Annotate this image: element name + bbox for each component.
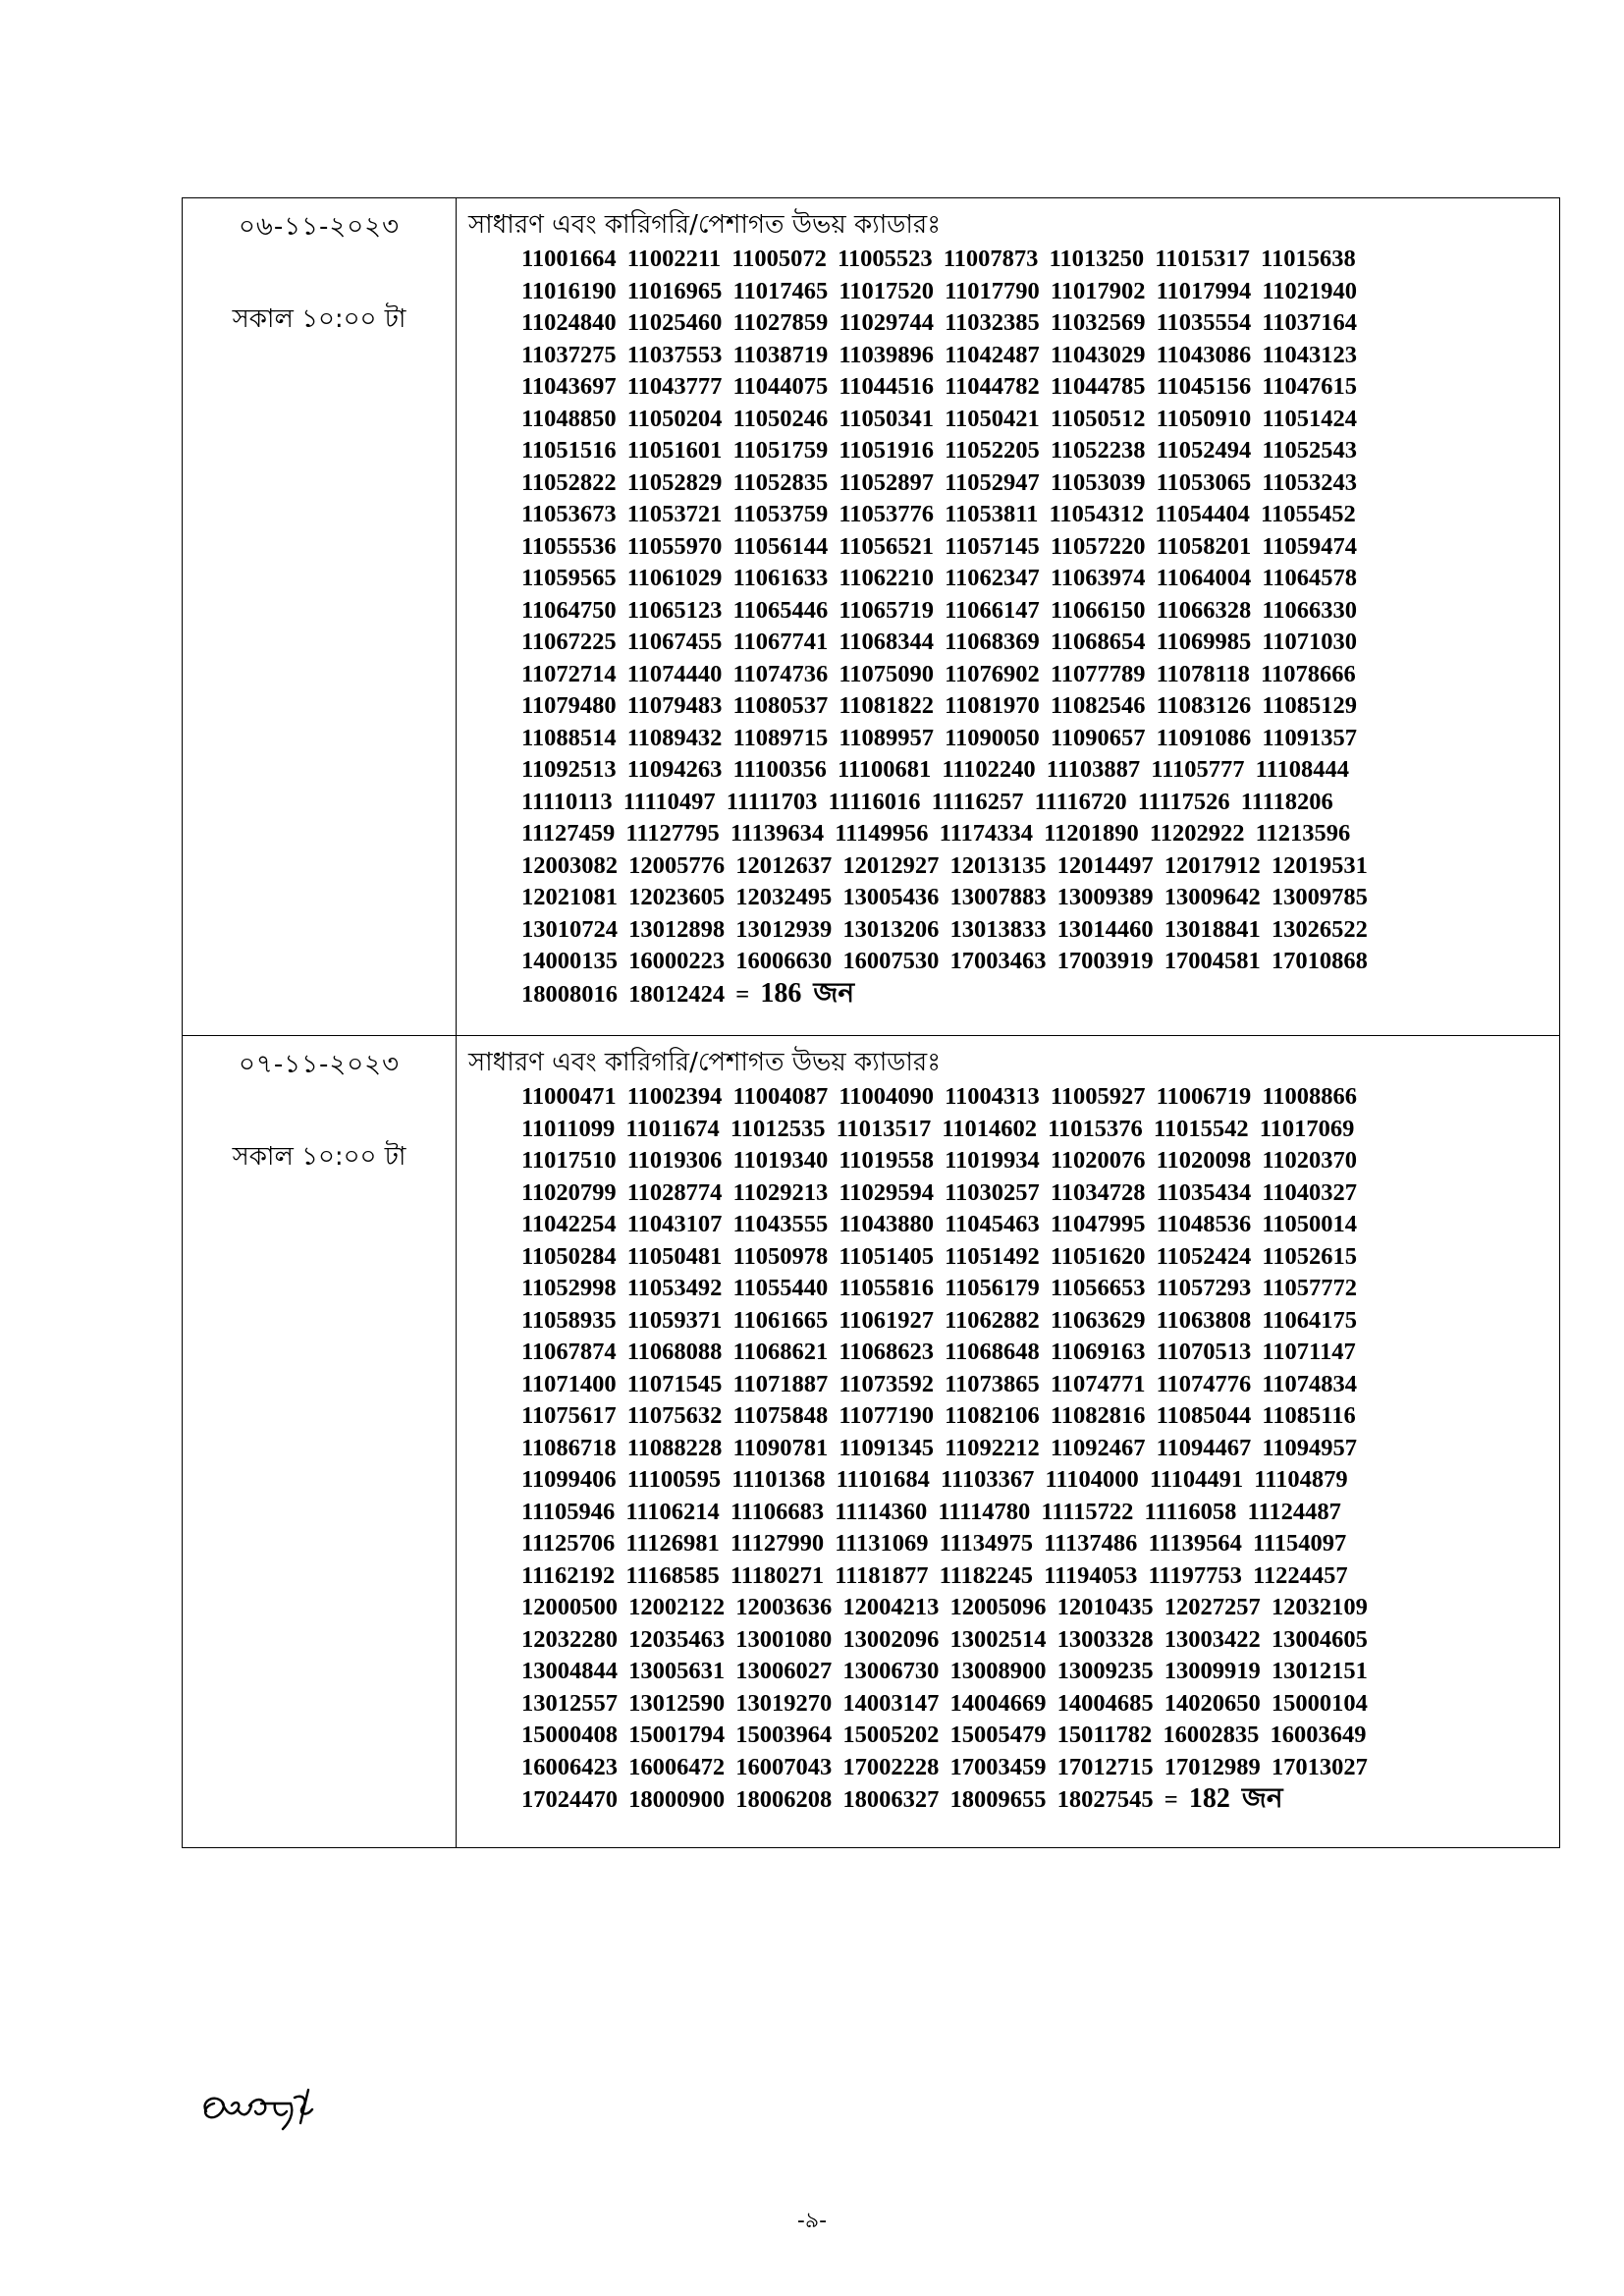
exam-time: সকাল ১০:০০ টা [232, 1142, 406, 1172]
roll-row: 11052822 11052829 11052835 11052897 11052947 11053039 11053065 11053243 [521, 468, 1358, 496]
roll-row: 11024840 11025460 11027859 11029744 11032385 11032569 11035554 11037164 [521, 309, 1358, 336]
roll-row: 13004844 13005631 13006027 13006730 13008900 13009235 13009919 13012151 [521, 1658, 1368, 1684]
roll-row: 11011099 11011674 11012535 11013517 11014602 11015376 11015542 11017069 [521, 1115, 1355, 1142]
roll-row: 11001664 11002211 11005072 11005523 11007873 11013250 11015317 11015638 [521, 246, 1356, 272]
exam-schedule-table [182, 197, 1560, 1848]
roll-number-list [468, 244, 1559, 1024]
date-cell [183, 198, 457, 1036]
roll-row: 11058935 11059371 11061665 11061927 11062882 11063629 11063808 11064175 [521, 1306, 1358, 1334]
signature [192, 2084, 340, 2143]
roll-row: 13010724 13012898 13012939 13013206 13013833 13014460 13018841 13026522 [521, 915, 1368, 943]
cadre-heading: সাধারণ এবং কারিগরি/পেশাগত উভয় ক্যাডারঃ [468, 1048, 942, 1077]
roll-row: 12021081 12023605 12032495 13005436 13007883 13009389 13009642 13009785 [521, 884, 1368, 910]
date-cell [183, 1036, 457, 1848]
roll-row: 11067225 11067455 11067741 11068344 11068369 11068654 11069985 11071030 [521, 629, 1358, 655]
exam-date: ০৬-১১-২০২৩ [239, 212, 400, 242]
roll-row: 11162192 11168585 11180271 11181877 11182245 11194053 11197753 11224457 [521, 1561, 1348, 1589]
roll-row: 11127459 11127795 11139634 11149956 11174334 11201890 11202922 11213596 [521, 820, 1351, 847]
roll-row: 11105946 11106214 11106683 11114360 11114780 11115722 11116058 11124487 [521, 1498, 1341, 1525]
roll-row: 11000471 11002394 11004087 11004090 11004313 11005927 11006719 11008866 [521, 1083, 1358, 1110]
roll-row: 11017510 11019306 11019340 11019558 11019934 11020076 11020098 11020370 [521, 1147, 1358, 1174]
roll-row: 11051516 11051601 11051759 11051916 11052205 11052238 11052494 11052543 [521, 437, 1358, 464]
schedule-row [183, 1036, 1560, 1848]
roll-row: 11099406 11100595 11101368 11101684 11103367 11104000 11104491 11104879 [521, 1466, 1348, 1493]
roll-row: 11079480 11079483 11080537 11081822 11081970 11082546 11083126 11085129 [521, 692, 1358, 719]
exam-date: ০৭-১১-২০২৩ [239, 1050, 400, 1079]
cadre-heading: সাধারণ এবং কারিগরি/পেশাগত উভয় ক্যাডারঃ [468, 210, 942, 240]
roll-row: 11125706 11126981 11127990 11131069 11134975 11137486 11139564 11154097 [521, 1530, 1347, 1557]
roll-row: 11064750 11065123 11065446 11065719 11066147 11066150 11066328 11066330 [521, 596, 1358, 624]
roll-row: 11052998 11053492 11055440 11055816 11056179 11056653 11057293 11057772 [521, 1275, 1358, 1301]
candidate-total: 186 জন [760, 977, 855, 1009]
roll-list-cell [457, 198, 1560, 1036]
roll-row: 11055536 11055970 11056144 11056521 11057145 11057220 11058201 11059474 [521, 532, 1358, 560]
roll-row: 12000500 12002122 12003636 12004213 12005096 12010435 12027257 12032109 [521, 1594, 1368, 1620]
roll-row: 11037275 11037553 11038719 11039896 11042487 11043029 11043086 11043123 [521, 341, 1358, 368]
roll-row: 11086718 11088228 11090781 11091345 11092212 11092467 11094467 11094957 [521, 1434, 1358, 1461]
roll-row: 14000135 16000223 16006630 16007530 17003463 17003919 17004581 17010868 [521, 948, 1368, 974]
roll-row: 11110113 11110497 11111703 11116016 11116257 11116720 11117526 11118206 [521, 788, 1333, 815]
candidate-total: 182 জন [1188, 1783, 1283, 1814]
roll-row: 11092513 11094263 11100356 11100681 11102240 11103887 11105777 11108444 [521, 756, 1349, 783]
last-roll-numbers: 17024470 18000900 18006208 18006327 18009655 18027545 = [521, 1786, 1178, 1813]
schedule-row [183, 198, 1560, 1036]
roll-row: 11043697 11043777 11044075 11044516 11044782 11044785 11045156 11047615 [521, 373, 1358, 400]
roll-row: 11048850 11050204 11050246 11050341 11050421 11050512 11050910 11051424 [521, 405, 1358, 432]
roll-row: 11050284 11050481 11050978 11051405 11051492 11051620 11052424 11052615 [521, 1242, 1358, 1270]
roll-row: 11075617 11075632 11075848 11077190 11082106 11082816 11085044 11085116 [521, 1402, 1356, 1429]
roll-row: 11016190 11016965 11017465 11017520 11017790 11017902 11017994 11021940 [521, 277, 1358, 304]
roll-number-list [468, 1081, 1559, 1831]
roll-row: 15000408 15001794 15003964 15005202 15005479 15011782 16002835 16003649 [521, 1722, 1367, 1748]
roll-row: 11067874 11068088 11068621 11068623 11068648 11069163 11070513 11071147 [521, 1339, 1356, 1365]
last-roll-numbers: 18008016 18012424 = [521, 980, 750, 1008]
roll-row: 11088514 11089432 11089715 11089957 11090050 11090657 11091086 11091357 [521, 724, 1358, 751]
roll-row: 12003082 12005776 12012637 12012927 12013135 12014497 12017912 12019531 [521, 851, 1368, 879]
roll-row: 11059565 11061029 11061633 11062210 11062347 11063974 11064004 11064578 [521, 565, 1358, 591]
roll-row: 11071400 11071545 11071887 11073592 11073865 11074771 11074776 11074834 [521, 1370, 1358, 1397]
exam-time: সকাল ১০:০০ টা [232, 304, 406, 334]
roll-row-last [521, 978, 1559, 1011]
page-number: -৯- [796, 2209, 828, 2233]
roll-list-cell [457, 1036, 1560, 1848]
roll-row: 11042254 11043107 11043555 11043880 11045463 11047995 11048536 11050014 [521, 1211, 1358, 1237]
roll-row: 11053673 11053721 11053759 11053776 11053811 11054312 11054404 11055452 [521, 501, 1356, 527]
roll-row-last [521, 1783, 1559, 1817]
roll-row: 11020799 11028774 11029213 11029594 11030257 11034728 11035434 11040327 [521, 1178, 1358, 1206]
roll-row: 11072714 11074440 11074736 11075090 11076902 11077789 11078118 11078666 [521, 660, 1356, 687]
roll-row: 16006423 16006472 16007043 17002228 17003459 17012715 17012989 17013027 [521, 1753, 1368, 1780]
roll-row: 12032280 12035463 13001080 13002096 13002514 13003328 13003422 13004605 [521, 1625, 1368, 1653]
roll-row: 13012557 13012590 13019270 14003147 14004669 14004685 14020650 15000104 [521, 1689, 1368, 1717]
